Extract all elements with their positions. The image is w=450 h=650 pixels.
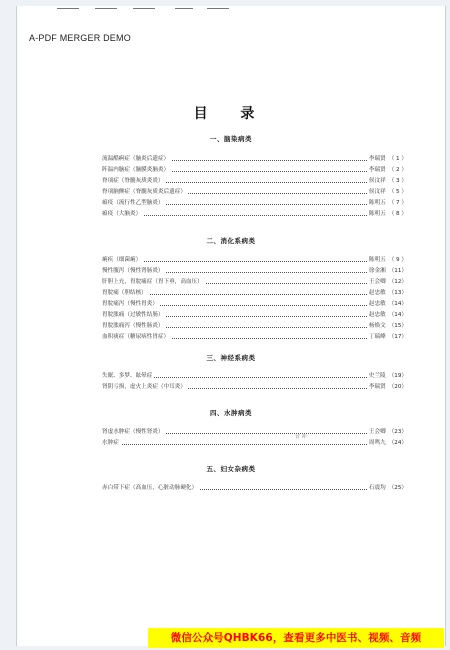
entry-author: 杨焕文 xyxy=(368,323,386,329)
header-dashes xyxy=(57,8,247,10)
entry-page: （15） xyxy=(388,323,407,329)
dotted-leader xyxy=(112,294,407,295)
entry-page: （11） xyxy=(388,268,407,274)
toc-entry[interactable] xyxy=(102,277,407,287)
entry-right xyxy=(367,438,407,448)
entry-right xyxy=(367,321,407,331)
entry-page: （ 5 ） xyxy=(388,189,407,195)
entry-name: 胃脘痛（胆结核） xyxy=(102,290,147,296)
toc-entry[interactable] xyxy=(102,255,407,265)
toc-entry[interactable] xyxy=(102,288,407,298)
toc-entry[interactable] xyxy=(102,198,407,208)
entry-author: 李瑞贤 xyxy=(368,156,386,162)
entry-page: （ 3 ） xyxy=(388,178,407,184)
dotted-leader xyxy=(112,377,407,378)
document-page xyxy=(16,6,446,646)
entry-page: （12） xyxy=(388,279,407,285)
toc-entry[interactable] xyxy=(102,266,407,276)
entry-author: 赵忠敏 xyxy=(368,312,386,318)
toc-entry[interactable] xyxy=(102,310,407,320)
entry-page: （17） xyxy=(388,334,407,340)
entry-name: 痢疾（细菌痢） xyxy=(102,257,142,263)
toc-entry[interactable] xyxy=(102,165,407,175)
entry-page: （24） xyxy=(388,440,407,446)
entry-right xyxy=(367,266,407,276)
entry-name: 血积痰症（糖尿病性胃症） xyxy=(102,334,170,340)
entry-author: 丁瑞峰 xyxy=(368,334,386,340)
entry-right xyxy=(367,332,407,342)
toc-entry[interactable] xyxy=(102,187,407,197)
entry-name: 慢性腹泻（慢性肾肠炎） xyxy=(102,268,164,274)
entry-name: 胃脘胀痛（过敏性结肠） xyxy=(102,312,164,318)
entry-name: 瘟疫（流行性乙型脑炎） xyxy=(102,200,164,206)
toc-entry[interactable] xyxy=(102,176,407,186)
entry-author: 李瑞贤 xyxy=(368,167,386,173)
entry-author: 石震均 xyxy=(368,485,386,491)
entry-right xyxy=(367,371,407,381)
entry-author: 周鸣九 xyxy=(368,440,386,446)
entry-page: （20） xyxy=(388,384,407,390)
toc-title: 目 录 xyxy=(193,106,269,122)
entry-author: 史兰陵 xyxy=(368,373,386,379)
entry-right xyxy=(367,255,407,265)
entry-right xyxy=(367,176,407,186)
entry-page: （19） xyxy=(388,373,407,379)
entry-right xyxy=(367,288,407,298)
toc-entry[interactable] xyxy=(102,332,407,342)
entry-name: 胃脘胀痛泻（慢性肠炎） xyxy=(102,323,164,329)
entry-author: 赵忠敏 xyxy=(368,290,386,296)
entry-right xyxy=(367,427,407,437)
entry-name: 流温酷痾症（脑炎后遗症） xyxy=(102,156,170,162)
entry-page: （14） xyxy=(388,312,407,318)
entry-page: （ 1 ） xyxy=(388,156,407,162)
entry-author: 王会卿 xyxy=(368,429,386,435)
section-heading: 四、水肿病类 xyxy=(210,409,252,417)
entry-page: （25） xyxy=(388,485,407,491)
entry-right xyxy=(367,209,407,219)
entry-author: 陈明五 xyxy=(368,257,386,263)
entry-name: 脊项症（脊髓灰质炎炎） xyxy=(102,178,164,184)
toc-entry[interactable] xyxy=(102,483,407,493)
entry-name: 肾阴亏损，虚火上炎症（中耳炎） xyxy=(102,384,186,390)
section-heading: 三、神经系病类 xyxy=(206,354,256,362)
toc-entry[interactable] xyxy=(102,382,407,392)
entry-author: 侯汶祥 xyxy=(368,189,386,195)
entry-author: 陈明五 xyxy=(368,211,386,217)
entry-right xyxy=(367,277,407,287)
footer-banner: 微信公众号QHBK66，查看更多中医书、视频、音频 xyxy=(148,628,444,648)
entry-page: （ 8 ） xyxy=(388,211,407,217)
entry-right xyxy=(367,198,407,208)
toc-entry[interactable] xyxy=(102,154,407,164)
entry-page: （ 7 ） xyxy=(388,200,407,206)
entry-name: 脊项脑颤症（脊髓灰质炎后遗症） xyxy=(102,189,186,195)
entry-right xyxy=(367,299,407,309)
entry-author: 侯汶祥 xyxy=(368,178,386,184)
toc-entry[interactable] xyxy=(102,371,407,381)
section-heading: 一、脑染病类 xyxy=(210,135,252,143)
toc-entry[interactable] xyxy=(102,299,407,309)
dotted-leader xyxy=(112,444,407,445)
entry-page: （13） xyxy=(388,290,407,296)
stray-mark: 冒 冲 xyxy=(295,434,307,440)
entry-name: 瘟疫（大脑炎） xyxy=(102,211,142,217)
entry-name: 肾虚水肿症（慢性肾炎） xyxy=(102,429,164,435)
section-heading: 五、妇女杂病类 xyxy=(206,465,256,473)
entry-author: 赵忠敏 xyxy=(368,301,386,307)
entry-page: （14） xyxy=(388,301,407,307)
dotted-leader xyxy=(112,261,407,262)
entry-name: 赤白带下症（高血压，心脏动脉硬化） xyxy=(102,485,198,491)
entry-right xyxy=(367,310,407,320)
entry-page: （ 9 ） xyxy=(388,257,407,263)
entry-author: 王会卿 xyxy=(368,279,386,285)
entry-right xyxy=(367,187,407,197)
entry-right xyxy=(367,154,407,164)
entry-right xyxy=(367,483,407,493)
toc-entry[interactable] xyxy=(102,321,407,331)
entry-name: 阵温内脑症（脑膜炎脑炎） xyxy=(102,167,170,173)
dotted-leader xyxy=(112,215,407,216)
toc-entry[interactable] xyxy=(102,209,407,219)
entry-name: 肝胆上充，胃脘痛症（胃下垂，高血压） xyxy=(102,279,203,285)
entry-author: 徐金湘 xyxy=(368,268,386,274)
entry-name: 水肿症 xyxy=(102,440,119,446)
entry-author: 陈明五 xyxy=(368,200,386,206)
entry-author: 李瑞贤 xyxy=(368,384,386,390)
watermark: A-PDF MERGER DEMO xyxy=(29,33,131,43)
entry-right xyxy=(367,165,407,175)
entry-page: （ 2 ） xyxy=(388,167,407,173)
toc-entry[interactable] xyxy=(102,427,407,437)
entry-name: 胃脘痛泻（慢性胃炎） xyxy=(102,301,158,307)
entry-right xyxy=(367,382,407,392)
toc-entry[interactable] xyxy=(102,438,407,448)
section-heading: 二、消化系病类 xyxy=(206,237,256,245)
entry-name: 失眠、多梦、眩晕症 xyxy=(102,373,153,379)
entry-page: （23） xyxy=(388,429,407,435)
